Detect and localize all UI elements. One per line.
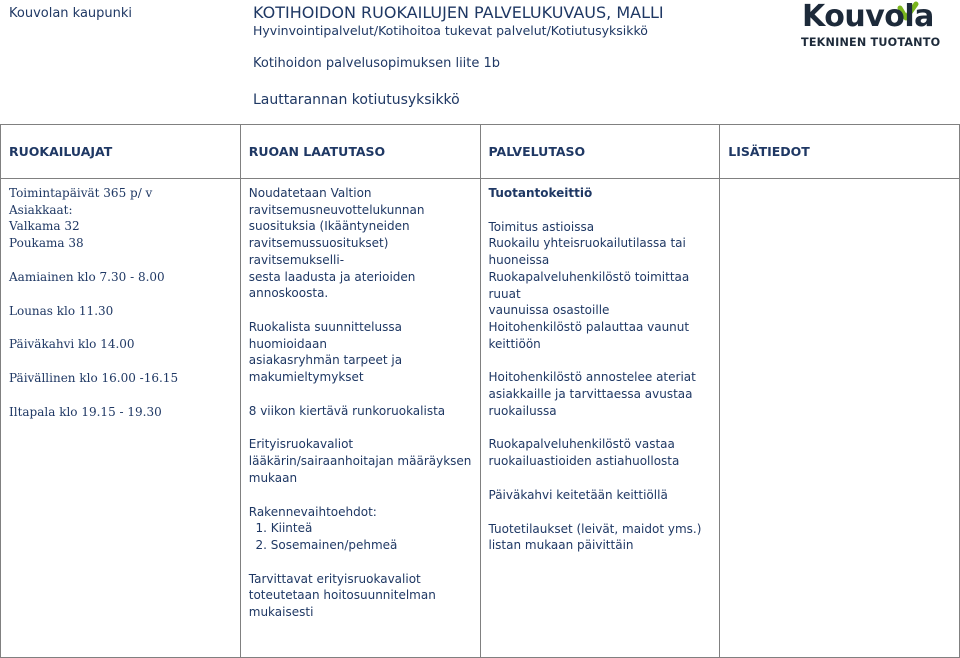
unit-name: Lauttarannan kotiutusyksikkö [253, 92, 460, 108]
text-line: mukaisesti [248, 605, 314, 620]
city-name: Kouvolan kaupunki [9, 6, 133, 21]
quality-paragraph-1 [249, 185, 472, 302]
text-line: ruokailussa [488, 403, 557, 418]
text-line: Toimitus astioissa [488, 219, 595, 234]
client-group-poukama: Poukama 38 [9, 236, 84, 251]
text-line: Ruokalista suunnittelussa huomioidaan [248, 319, 402, 351]
header-meal-times: RUOKAILUAJAT [1, 125, 241, 179]
quality-paragraph-2 [249, 319, 472, 386]
text-line: Hoitohenkilöstö annostelee ateriat [488, 370, 696, 385]
operating-days: Toimintapäivät 365 p/ v [9, 186, 153, 200]
text-line: annoskoosta. [248, 286, 329, 301]
food-quality-cell [240, 179, 480, 658]
text-line: Erityisruokavaliot [248, 437, 354, 452]
header-food-quality: RUOAN LAATUTASO [240, 125, 480, 179]
logo-wordmark: Kouvola [802, 0, 934, 34]
text-line: makumieltymykset [248, 370, 364, 385]
text-line: keittiöön [488, 336, 541, 351]
text-line: toteutetaan hoitosuunnitelman [248, 588, 436, 603]
text-line: Tuotetilaukset (leivät, maidot yms.) [488, 521, 702, 536]
text-line: vaunuissa osastoille [488, 303, 610, 318]
texture-options-label: Rakennevaihtoehdot: [248, 504, 377, 519]
text-line: Hoitohenkilöstö palauttaa vaunut [488, 319, 690, 334]
clients-label: Asiakkaat: [9, 202, 73, 217]
header-service-level: PALVELUTASO [480, 125, 720, 179]
document-title: KOTIHOIDON RUOKAILUJEN PALVELUKUVAUS, MALLI [253, 3, 664, 22]
meal-times-cell [1, 179, 241, 658]
text-line: sesta laadusta ja aterioiden [248, 269, 416, 284]
breakfast-time: Aamiainen klo 7.30 - 8.00 [9, 269, 165, 284]
text-line: huoneissa [488, 253, 550, 268]
text-line: Ruokailu yhteisruokailutilassa tai [488, 236, 686, 251]
text-line: lääkärin/sairaanhoitajan määräyksen [248, 454, 472, 469]
appendix-label: Kotihoidon palvelusopimuksen liite 1b [253, 56, 501, 71]
coffee-time: Päiväkahvi klo 14.00 [9, 337, 135, 352]
text-line: Päiväkahvi keitetään keittiöllä [488, 487, 668, 502]
dinner-time: Päivällinen klo 16.00 -16.15 [9, 370, 179, 385]
text-line: ravitsemussuositukset) ravitsemukselli- [248, 236, 389, 267]
list-item: 2. Sosemainen/pehmeä [271, 537, 472, 554]
special-diets [249, 436, 472, 486]
service-table [0, 124, 960, 658]
evening-snack-time: Iltapala klo 19.15 - 19.30 [9, 404, 162, 419]
client-group-valkama: Valkama 32 [9, 219, 80, 234]
table-row [1, 179, 960, 658]
text-line: suosituksia (Ikääntyneiden [248, 219, 410, 234]
text-line: listan mukaan päivittäin [488, 538, 634, 553]
header-additional-info: LISÄTIEDOT [720, 125, 960, 179]
service-level-cell [480, 179, 720, 658]
text-line: asiakasryhmän tarpeet ja [248, 353, 403, 368]
logo-subtitle: TEKNINEN TUOTANTO [801, 36, 941, 49]
texture-options-list [249, 520, 472, 553]
text-line: Ruokapalveluhenkilöstö toimittaa ruuat [488, 269, 690, 301]
text-line: asiakkaille ja tarvittaessa avustaa [488, 387, 693, 402]
text-line: Tarvittavat erityisruokavaliot [248, 571, 421, 586]
additional-info-cell [720, 179, 960, 658]
lunch-time: Lounas klo 11.30 [9, 303, 114, 318]
kouvola-logo [800, 0, 950, 50]
text-line: Ruokapalveluhenkilöstö vastaa [488, 437, 675, 452]
text-line: Noudatetaan Valtion [248, 186, 372, 200]
production-kitchen-heading: Tuotantokeittiö [488, 186, 593, 200]
text-line: ravitsemusneuvottelukunnan [248, 202, 425, 217]
department-path: Hyvinvointipalvelut/Kotihoitoa tukevat palvelut/Kotiutusyksikkö [253, 23, 648, 38]
quality-paragraph-6 [249, 571, 472, 621]
text-line: ruokailuastioiden astiahuollosta [488, 454, 680, 469]
list-item: 1. Kiinteä [271, 520, 472, 537]
table-header-row [1, 125, 960, 179]
menu-rotation: 8 viikon kiertävä runkoruokalista [248, 403, 446, 418]
text-line: mukaan [248, 470, 298, 485]
